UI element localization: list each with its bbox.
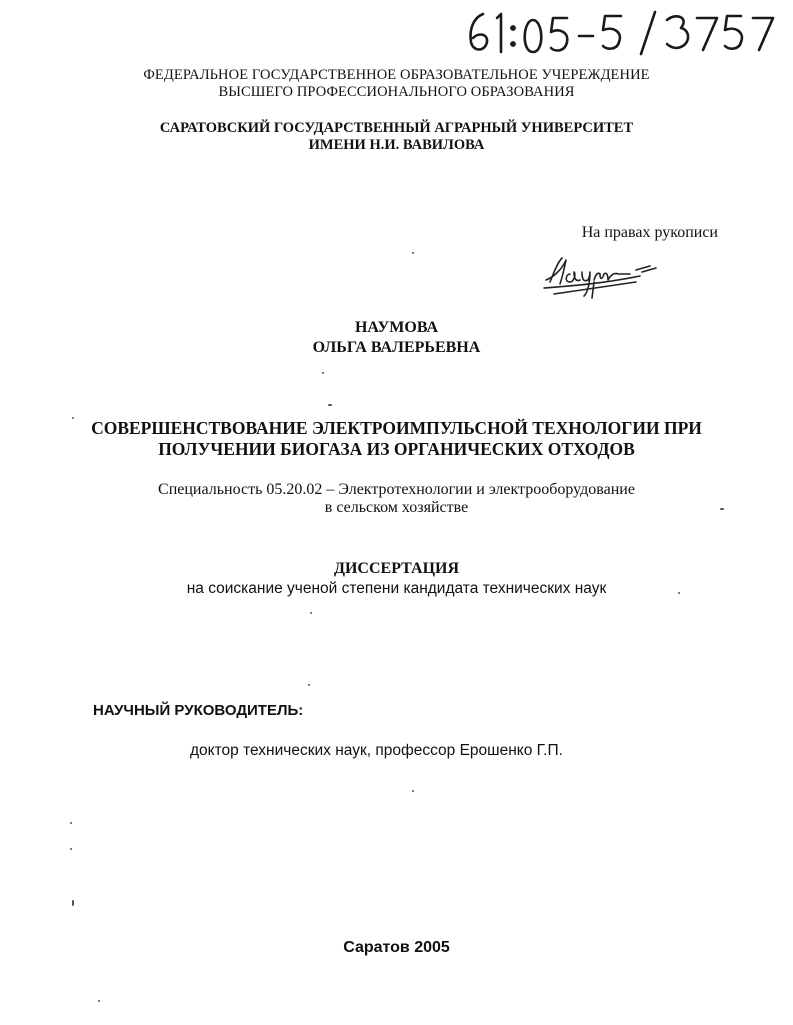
university-line-2: ИМЕНИ Н.И. ВАВИЛОВА [308, 137, 485, 153]
scan-speck [70, 822, 72, 824]
signature-stroke [540, 252, 670, 302]
university-line-1: САРАТОВСКИЙ ГОСУДАРСТВЕННЫЙ АГРАРНЫЙ УНИВЕРСИТЕТ [159, 120, 634, 136]
author-given-names: ОЛЬГА ВАЛЕРЬЕВНА [312, 339, 481, 356]
scan-speck [308, 684, 310, 686]
specialty-line-2: в сельском хозяйстве [324, 499, 469, 516]
author-surname: НАУМОВА [354, 319, 439, 336]
scan-speck [72, 900, 74, 906]
city-year: Саратов 2005 [343, 939, 450, 956]
scan-speck [70, 848, 72, 850]
author-signature [540, 252, 670, 302]
scan-speck [720, 508, 724, 510]
archive-code-handwriting [455, 8, 775, 60]
institution-line-2: ВЫСШЕГО ПРОФЕССИОНАЛЬНОГО ОБРАЗОВАНИЯ [218, 84, 575, 100]
archive-code [455, 8, 775, 60]
scan-speck [98, 1000, 100, 1002]
scan-speck [322, 372, 324, 374]
scan-speck [678, 592, 680, 594]
rights-note: На правах рукописи [581, 224, 718, 241]
thesis-title-line-1: СОВЕРШЕНСТВОВАНИЕ ЭЛЕКТРОИМПУЛЬСНОЙ ТЕХНОЛОГИИ ПРИ [91, 418, 702, 438]
specialty-line-1: Специальность 05.20.02 – Электротехнологии и электрооборудование [158, 481, 635, 498]
scan-speck [328, 404, 332, 406]
scan-speck [412, 252, 414, 254]
document-type: ДИССЕРТАЦИЯ [333, 560, 460, 577]
institution-line-1: ФЕДЕРАЛЬНОЕ ГОСУДАРСТВЕННОЕ ОБРАЗОВАТЕЛЬНОЕ УЧЕРЕЖДЕНИЕ [143, 67, 650, 83]
degree-description: на соискание ученой степени кандидата технических наук [186, 580, 607, 597]
scan-speck [412, 790, 414, 792]
thesis-title-line-2: ПОЛУЧЕНИИ БИОГАЗА ИЗ ОРГАНИЧЕСКИХ ОТХОДОВ [158, 439, 635, 459]
supervisor-label: НАУЧНЫЙ РУКОВОДИТЕЛЬ: [93, 702, 304, 719]
scan-speck [72, 417, 74, 419]
supervisor-name: доктор технических наук, профессор Ерошенко Г.П. [190, 742, 563, 759]
scan-speck [310, 612, 312, 614]
